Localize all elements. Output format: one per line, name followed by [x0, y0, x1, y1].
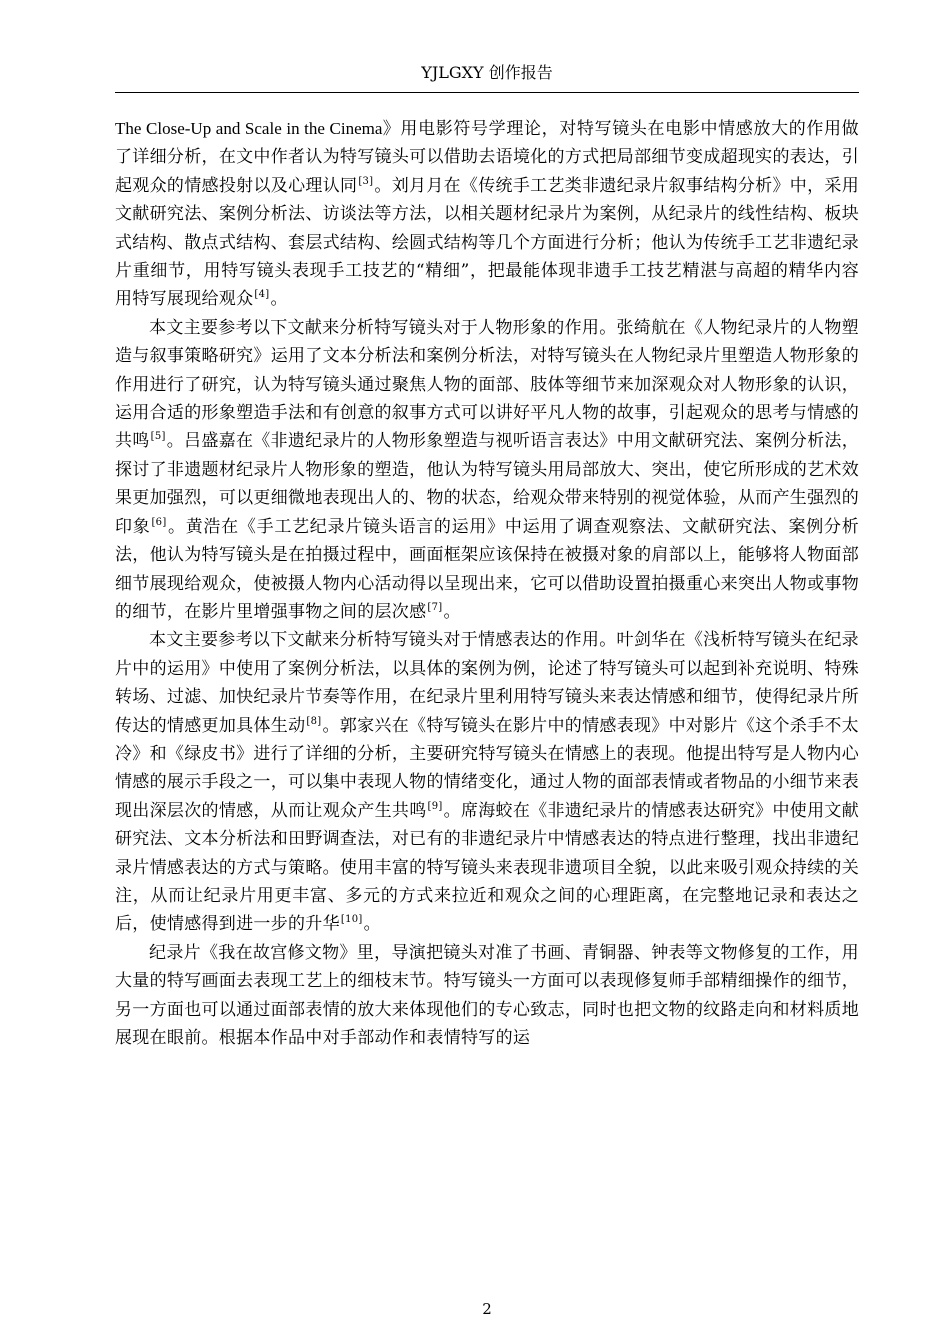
body-paragraph — [115, 626, 859, 938]
paragraph-text: 。刘月月在《传统手工艺类非遗纪录片叙事结构分析》中，采用文献研究法、案例分析法、访谈法等方法，以相关题材纪录片为案例，从纪录片的线性结构、板块式结构、散点式结构、套层式结构、绘圆式结构等几个方面进行分析；他认为传统手工艺非遗纪录片重细节，用特写镜头表现手工技艺的“精细”，把最能体现非遗手工技艺精湛与高超的精华内容用特写展现给观众 — [115, 175, 859, 310]
cited-title-text: The Close-Up and Scale in the Cinema — [115, 119, 383, 138]
paragraph-text: 。 — [443, 601, 461, 622]
citation-marker: [4] — [254, 289, 270, 301]
paragraph-text: 。郭家兴在《特写镜头在影片中的情感表现》中对影片《这个杀手不太冷》和《绿皮书》进行了详细的分析，主要研究特写镜头在情感上的表现。他提出特写是人物内心情感的展示手段之一，可以集中表现人物的情绪变化，通过人物的面部表情或者物品的小细节来表现出深层次的情感，从而让观众产生共鸣 — [115, 715, 859, 821]
paragraph-text: 。 — [270, 289, 288, 310]
paragraph-text: 。吕盛嘉在《非遗纪录片的人物形象塑造与视听语言表达》中用文献研究法、案例分析法，探讨了非遗题材纪录片人物形象的塑造，他认为特写镜头用局部放大、突出，使它所形成的艺术效果更加强烈，可以更细微地表现出人的、物的状态，给观众带来特别的视觉体验，从而产生强烈的印象 — [115, 431, 859, 537]
citation-marker: [7] — [427, 601, 443, 613]
citation-marker: [10] — [340, 914, 363, 926]
running-header: YJLGXY 创作报告 — [421, 63, 553, 82]
citation-marker: [5] — [150, 431, 166, 443]
body-text — [115, 115, 859, 1052]
citation-marker: [8] — [306, 715, 322, 727]
header-rule — [115, 92, 859, 93]
paragraph-text: 》用电影符号学理论，对特写镜头在电影中情感放大的作用做了详细分析，在文中作者认为特写镜头可以借助去语境化的方式把局部细节变成超现实的表达，引起观众的情感投射以及心理认同 — [115, 119, 859, 196]
citation-marker: [6] — [151, 516, 167, 528]
paragraph-text: 。 — [363, 914, 381, 935]
page-number: 2 — [482, 1300, 492, 1318]
body-paragraph — [115, 314, 859, 626]
body-paragraph — [115, 115, 859, 314]
citation-marker: [9] — [427, 800, 443, 812]
paragraph-text: 。黄浩在《手工艺纪录片镜头语言的运用》中运用了调查观察法、文献研究法、案例分析法，他认为特写镜头是在拍摄过程中，画面框架应该保持在被摄对象的肩部以上，能够将人物面部细节展现给观众，使被摄人物内心活动得以呈现出来，它可以借助设置拍摄重心来突出人物或事物的细节，在影片里增强事物之间的层次感 — [115, 516, 859, 622]
paragraph-text: 本文主要参考以下文献来分析特写镜头对于人物形象的作用。张绮航在《人物纪录片的人物塑造与叙事策略研究》运用了文本分析法和案例分析法，对特写镜头在人物纪录片里塑造人物形象的作用进行了研究，认为特写镜头通过聚焦人物的面部、肢体等细节来加深观众对人物形象的认识，运用合适的形象塑造手法和有创意的叙事方式可以讲好平凡人物的故事，引起观众的思考与情感的共鸣 — [115, 317, 859, 452]
paragraph-text: 本文主要参考以下文献来分析特写镜头对于情感表达的作用。叶剑华在《浅析特写镜头在纪录片中的运用》中使用了案例分析法，以具体的案例为例，论述了特写镜头可以起到补充说明、特殊转场、过滤、加快纪录片节奏等作用，在纪录片里利用特写镜头来表达情感和细节，使得纪录片所传达的情感更加具体生动 — [115, 630, 859, 736]
paragraph-text: 纪录片《我在故宫修文物》里，导演把镜头对准了书画、青铜器、钟表等文物修复的工作，用大量的特写画面去表现工艺上的细枝末节。特写镜头一方面可以表现修复师手部精细操作的细节，另一方面也可以通过面部表情的放大来体现他们的专心致志，同时也把文物的纹路走向和材料质地展现在眼前。根据本作品中对手部动作和表情特写的运 — [115, 942, 859, 1048]
paragraph-text: 。席海蛟在《非遗纪录片的情感表达研究》中使用文献研究法、文本分析法和田野调查法，对已有的非遗纪录片中情感表达的特点进行整理，找出非遗纪录片情感表达的方式与策略。使用丰富的特写镜头来表现非遗项目全貌，以此来吸引观众持续的关注，从而让纪录片用更丰富、多元的方式来拉近和观众之间的心理距离，在完整地记录和表达之后，使情感得到进一步的升华 — [115, 800, 860, 935]
citation-marker: [3] — [358, 175, 374, 187]
body-paragraph — [115, 939, 859, 1053]
